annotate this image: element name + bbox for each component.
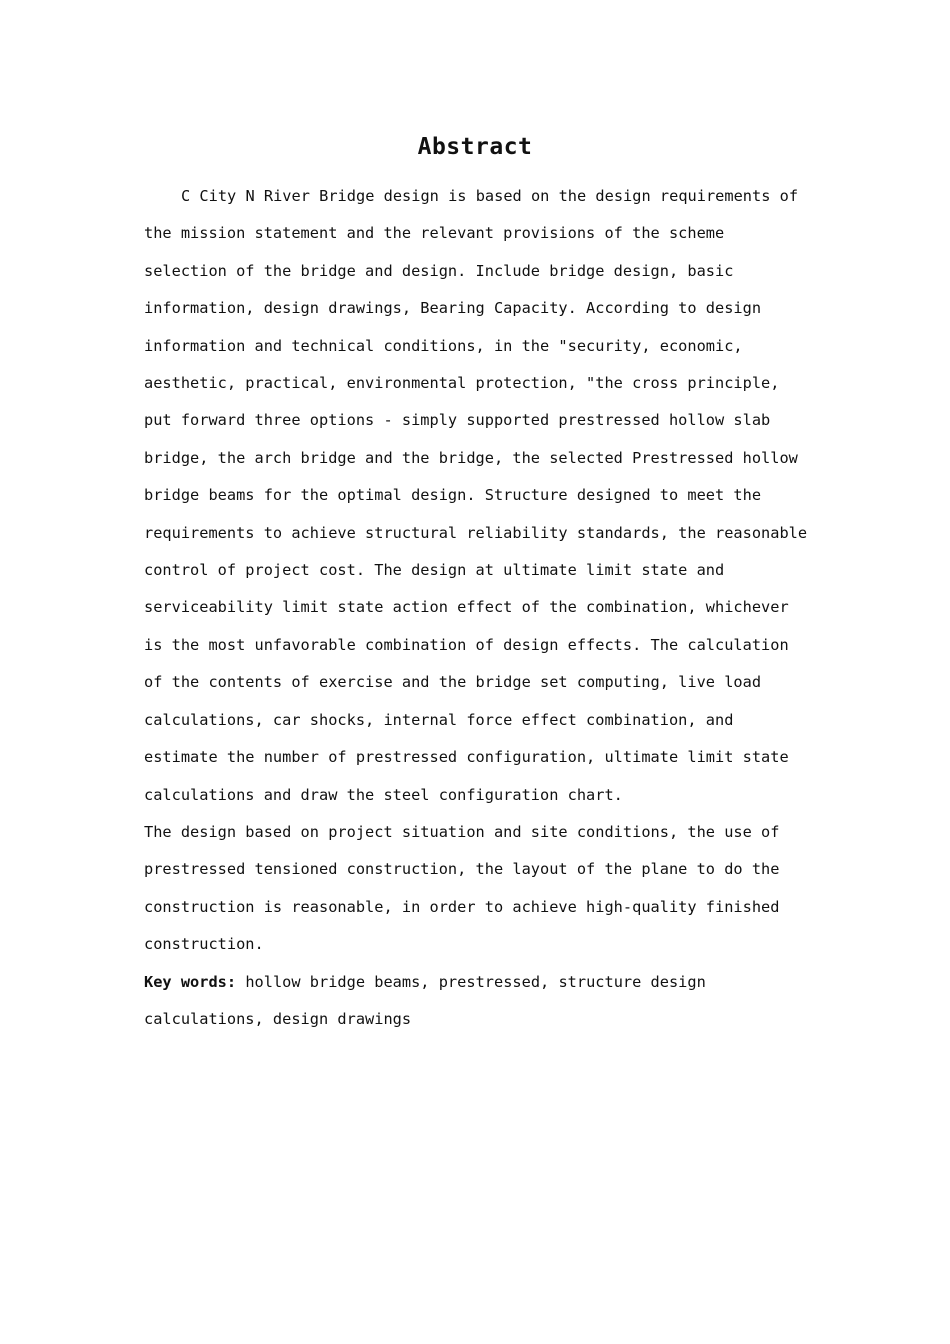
abstract-paragraph-2: The design based on project situation and site conditions, the use of prestressed tensioned construction, the layout of the plane to do the construction is reasonable, in order to achieve high-quality finished construction. bbox=[144, 822, 780, 954]
abstract-body bbox=[144, 178, 810, 1038]
keywords-label: Key words: bbox=[144, 972, 237, 991]
keywords-text: hollow bridge beams, prestressed, structure design calculations, design drawings bbox=[144, 972, 706, 1028]
page-title: Abstract bbox=[417, 134, 533, 160]
abstract-paragraph-1: C City N River Bridge design is based on the design requirements of the mission statement and the relevant provisions of the scheme selection of the bridge and design. Include bridge design, basic information, design drawings, Bearing Capacity. According to design information and technical conditions, in the "security, economic, aesthetic, practical, environmental protection, "the cross principle, put forward three options - simply supported prestressed hollow slab bridge, the arch bridge and the bridge, the selected Prestressed hollow bridge beams for the optimal design. Structure designed to meet the requirements to achieve structural reliability standards, the reasonable control of project cost. The design at ultimate limit state and serviceability limit state action effect of the combination, whichever is the most unfavorable combination of design effects. The calculation of the contents of exercise and the bridge set computing, live load calculations, car shocks, internal force effect combination, and estimate the number of prestressed configuration, ultimate limit state calculations and draw the steel configuration chart. bbox=[144, 187, 808, 804]
keywords-line bbox=[144, 964, 810, 1039]
